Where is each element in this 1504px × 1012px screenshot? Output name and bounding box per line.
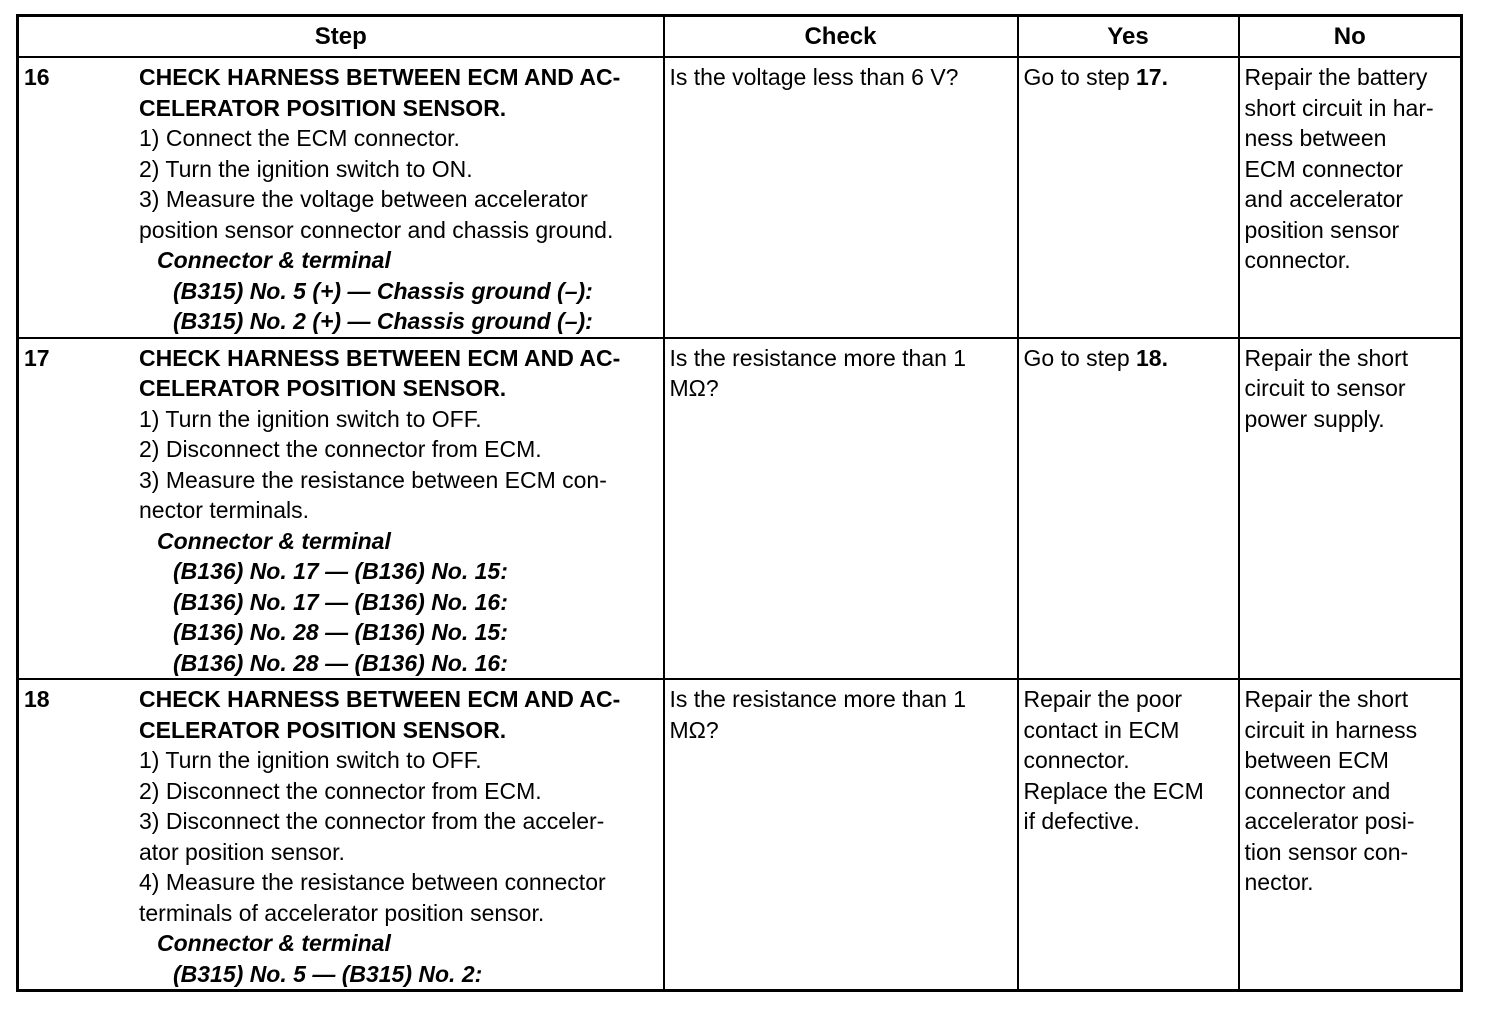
check-text: MΩ? bbox=[669, 716, 719, 743]
step-instruction: 1) Turn the ignition switch to OFF. bbox=[139, 405, 482, 432]
yes-text: Replace the ECM bbox=[1023, 777, 1204, 804]
yes-step-number: 18. bbox=[1136, 344, 1168, 371]
no-text: Repair the battery bbox=[1244, 64, 1428, 90]
step-instruction: 1) Connect the ECM connector. bbox=[139, 125, 460, 151]
step-instruction: 2) Disconnect the connector from ECM. bbox=[139, 436, 542, 462]
no-text: power supply. bbox=[1244, 405, 1385, 432]
check-text: Is the resistance more than 1 bbox=[669, 344, 967, 371]
check-text: MΩ? bbox=[669, 375, 719, 401]
step-cell bbox=[18, 338, 664, 680]
no-text: and accelerator bbox=[1244, 186, 1404, 212]
yes-cell bbox=[1018, 338, 1239, 680]
no-cell bbox=[1239, 338, 1462, 680]
yes-text: Go to step bbox=[1023, 64, 1137, 90]
connector-subheading: Connector & terminal bbox=[157, 930, 391, 956]
yes-text: Go to step bbox=[1023, 344, 1137, 371]
step-instruction: 3) Measure the voltage between accelerator bbox=[139, 186, 588, 212]
no-text: nector. bbox=[1244, 869, 1314, 895]
step-instruction: 3) Disconnect the connector from the acceler- bbox=[139, 808, 605, 834]
terminal-spec: (B136) No. 28 — (B136) No. 15: bbox=[173, 619, 508, 645]
connector-subheading: Connector & terminal bbox=[157, 247, 391, 273]
yes-text: contact in ECM bbox=[1023, 716, 1180, 743]
header-yes: Yes bbox=[1018, 16, 1239, 58]
no-text: short circuit in har- bbox=[1244, 94, 1434, 121]
terminal-spec: (B315) No. 5 (+) — Chassis ground (–): bbox=[173, 277, 593, 304]
no-text: connector. bbox=[1244, 247, 1351, 273]
step-title: CELERATOR POSITION SENSOR. bbox=[139, 716, 507, 743]
step-instruction: 3) Measure the resistance between ECM con- bbox=[139, 466, 607, 493]
step-cell bbox=[18, 679, 664, 991]
header-no: No bbox=[1239, 16, 1462, 58]
check-cell bbox=[664, 679, 1018, 991]
check-text: Is the voltage less than 6 V? bbox=[669, 64, 959, 90]
terminal-spec: (B136) No. 17 — (B136) No. 16: bbox=[173, 588, 508, 615]
terminal-spec: (B315) No. 2 (+) — Chassis ground (–): bbox=[173, 308, 593, 334]
step-instruction: position sensor connector and chassis ground. bbox=[139, 216, 614, 243]
yes-cell bbox=[1018, 57, 1239, 338]
table-row bbox=[18, 338, 1462, 680]
step-instruction: 2) Disconnect the connector from ECM. bbox=[139, 777, 542, 804]
step-title: CHECK HARNESS BETWEEN ECM AND AC- bbox=[139, 344, 621, 371]
no-text: connector and bbox=[1244, 777, 1391, 804]
yes-cell bbox=[1018, 679, 1239, 991]
step-title: CHECK HARNESS BETWEEN ECM AND AC- bbox=[139, 64, 621, 90]
no-text: ness between bbox=[1244, 125, 1387, 151]
header-row bbox=[18, 16, 1462, 58]
header-check: Check bbox=[664, 16, 1018, 58]
no-cell bbox=[1239, 679, 1462, 991]
check-cell bbox=[664, 57, 1018, 338]
terminal-spec: (B136) No. 17 — (B136) No. 15: bbox=[173, 558, 508, 584]
no-text: circuit in harness bbox=[1244, 716, 1418, 743]
no-text: ECM connector bbox=[1244, 155, 1404, 182]
step-number: 16 bbox=[24, 64, 50, 90]
step-title: CHECK HARNESS BETWEEN ECM AND AC- bbox=[139, 686, 621, 712]
step-instruction: terminals of accelerator position sensor. bbox=[139, 899, 545, 926]
header-step: Step bbox=[18, 16, 664, 58]
diagnostic-table bbox=[16, 14, 1463, 992]
no-text: tion sensor con- bbox=[1244, 838, 1409, 865]
no-text: Repair the short bbox=[1244, 344, 1409, 371]
no-text: circuit to sensor bbox=[1244, 375, 1406, 401]
check-cell bbox=[664, 338, 1018, 680]
step-instruction: 2) Turn the ignition switch to ON. bbox=[139, 155, 473, 182]
table-row bbox=[18, 57, 1462, 338]
yes-text: if defective. bbox=[1023, 808, 1140, 834]
connector-subheading: Connector & terminal bbox=[157, 527, 391, 554]
yes-text: connector. bbox=[1023, 747, 1130, 773]
step-title: CELERATOR POSITION SENSOR. bbox=[139, 94, 507, 121]
terminal-spec: (B136) No. 28 — (B136) No. 16: bbox=[173, 649, 508, 676]
no-text: accelerator posi- bbox=[1244, 808, 1415, 834]
table-row bbox=[18, 679, 1462, 991]
step-instruction: ator position sensor. bbox=[139, 838, 345, 865]
step-instruction: 1) Turn the ignition switch to OFF. bbox=[139, 747, 482, 773]
no-cell bbox=[1239, 57, 1462, 338]
step-title: CELERATOR POSITION SENSOR. bbox=[139, 375, 507, 401]
yes-step-number: 17. bbox=[1136, 64, 1168, 90]
no-text: between ECM bbox=[1244, 747, 1389, 773]
step-cell bbox=[18, 57, 664, 338]
no-text: position sensor bbox=[1244, 216, 1400, 243]
step-number: 18 bbox=[24, 686, 50, 712]
step-instruction: 4) Measure the resistance between connector bbox=[139, 869, 606, 895]
terminal-spec: (B315) No. 5 — (B315) No. 2: bbox=[173, 960, 483, 987]
no-text: Repair the short bbox=[1244, 686, 1409, 712]
check-text: Is the resistance more than 1 bbox=[669, 686, 967, 712]
yes-text: Repair the poor bbox=[1023, 686, 1183, 712]
step-instruction: nector terminals. bbox=[139, 497, 310, 523]
step-number: 17 bbox=[24, 344, 50, 371]
